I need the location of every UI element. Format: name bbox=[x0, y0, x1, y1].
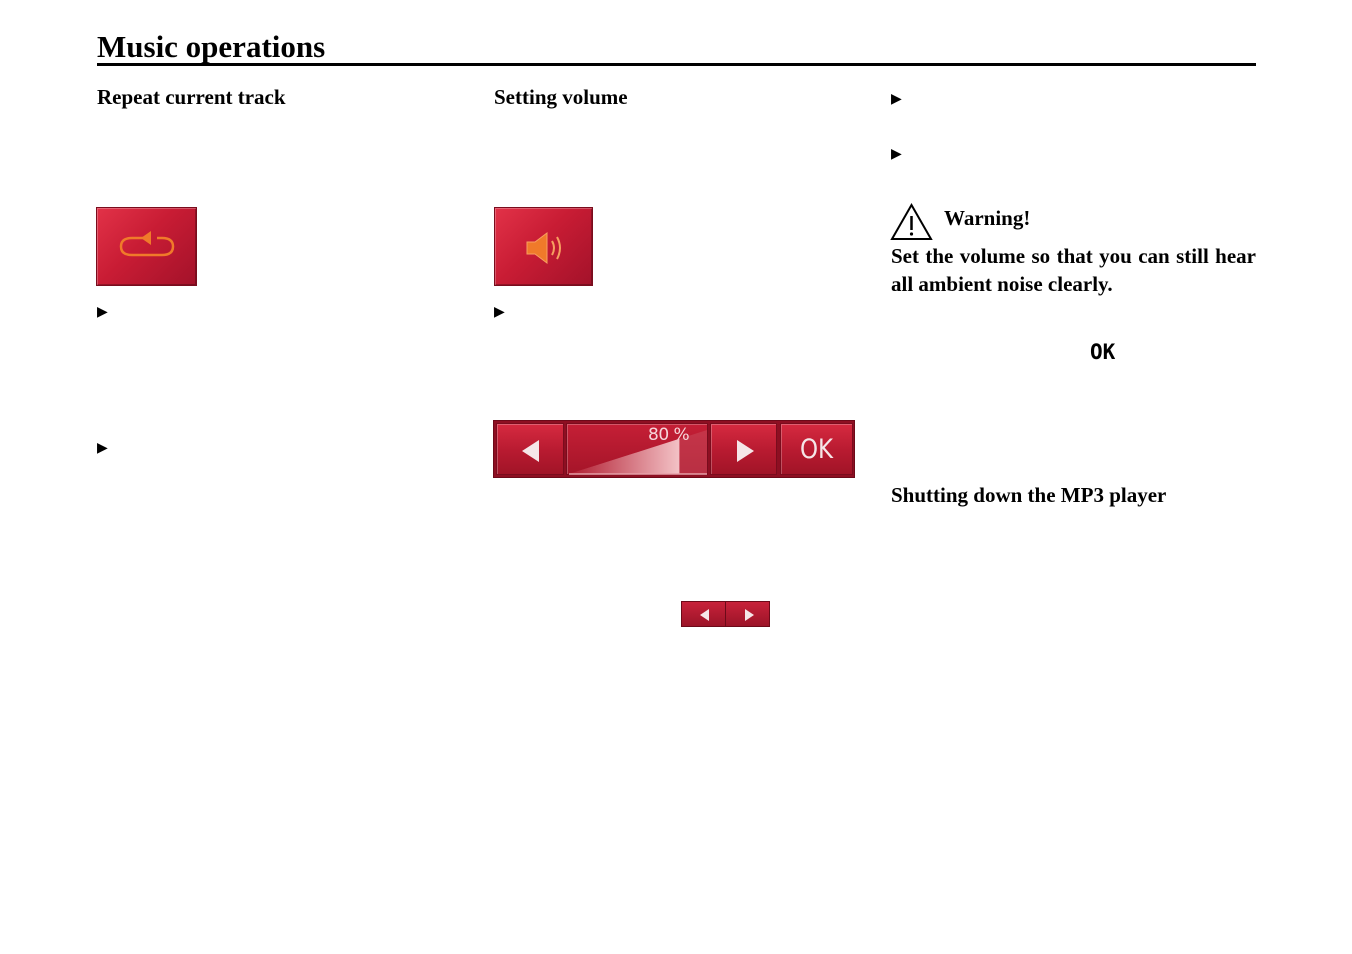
volume-level-display bbox=[566, 423, 708, 475]
bullet-arrow: ▶ bbox=[494, 304, 505, 320]
repeat-track-button[interactable] bbox=[96, 207, 197, 286]
bullet-arrow: ▶ bbox=[97, 440, 108, 456]
volume-level-label: 80 % bbox=[648, 425, 690, 445]
page-title: Music operations bbox=[97, 29, 326, 64]
repeat-track-heading: Repeat current track bbox=[97, 85, 286, 109]
bullet-arrow: ▶ bbox=[891, 91, 902, 107]
volume-button[interactable] bbox=[494, 207, 593, 286]
shutdown-mp3-heading: Shutting down the MP3 player bbox=[891, 483, 1167, 507]
setting-volume-heading: Setting volume bbox=[494, 85, 628, 109]
bullet-arrow: ▶ bbox=[891, 146, 902, 162]
repeat-icon bbox=[97, 208, 198, 287]
ok-label: OK bbox=[799, 433, 834, 465]
mini-arrow-buttons[interactable] bbox=[681, 601, 770, 627]
speaker-icon bbox=[495, 208, 594, 287]
left-arrow-icon bbox=[682, 602, 771, 628]
left-arrow-icon bbox=[497, 424, 565, 476]
bullet-arrow: ▶ bbox=[97, 304, 108, 320]
mini-nav-divider bbox=[725, 602, 726, 626]
volume-up-button[interactable] bbox=[710, 423, 777, 475]
volume-ok-button[interactable] bbox=[780, 423, 853, 475]
warning-title: Warning! bbox=[944, 206, 1031, 230]
warning-text: Set the volume so that you can still hear all ambient noise clearly. bbox=[891, 244, 1256, 296]
ok-key-label: OK bbox=[1090, 340, 1116, 364]
volume-down-button[interactable] bbox=[496, 423, 564, 475]
warning-icon bbox=[890, 203, 933, 241]
title-rule bbox=[97, 63, 1256, 66]
volume-control bbox=[493, 420, 855, 478]
right-arrow-icon bbox=[711, 424, 778, 476]
